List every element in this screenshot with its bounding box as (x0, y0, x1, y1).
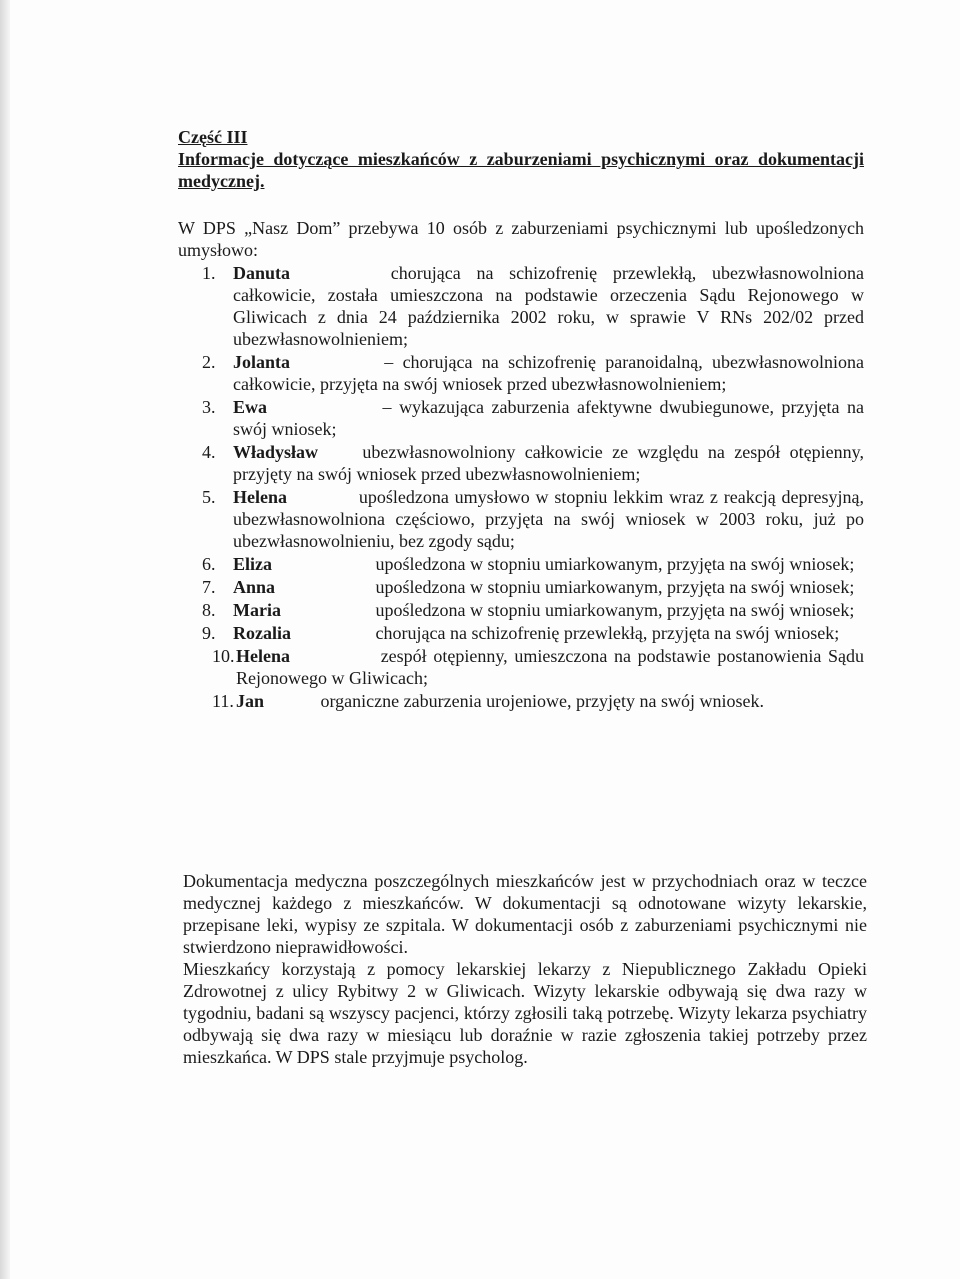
list-item-number: 8. (202, 600, 216, 620)
list-item-number: 10. (212, 646, 235, 666)
list-item (178, 486, 864, 552)
list-item (178, 599, 864, 621)
resident-name: Helena (233, 487, 287, 507)
list-item (178, 645, 864, 689)
resident-description: chorująca na schizofrenię przewlekłą, przyjęta na swój wniosek; (375, 623, 840, 643)
section-subtitle: Informacje dotyczące mieszkańców z zaburzeniami psychicznymi oraz dokumentacji medycznej. (178, 149, 864, 191)
intro-paragraph: W DPS „Nasz Dom” przebywa 10 osób z zaburzeniami psychicznymi lub upośledzonych umysłowo: (178, 218, 864, 260)
list-item-number: 7. (202, 577, 216, 597)
list-item (178, 553, 864, 575)
residents-list (178, 262, 864, 713)
list-item (178, 622, 864, 644)
resident-name: Rozalia (233, 623, 291, 643)
section-heading (178, 126, 864, 192)
resident-name: Jan (236, 691, 265, 711)
resident-description: chorująca na schizofrenię przewlekłą, ubezwłasnowolniona całkowicie, została umieszczona na podstawie orzeczenia Sądu Rejonowego w Gliwicach z dnia 24 października 2002 roku, w sprawie V RNs 202/02 przed ubezwłasnowolnieniem; (233, 263, 865, 349)
resident-name: Jolanta (233, 352, 291, 372)
list-item (178, 262, 864, 350)
resident-name: Władysław (233, 442, 319, 462)
list-item-number: 6. (202, 554, 216, 574)
section-part-title: Część III (178, 127, 248, 147)
resident-name: Maria (233, 600, 281, 620)
scan-edge-shadow (0, 0, 10, 1279)
medical-documentation-section (183, 870, 867, 1068)
resident-description: zespół otępienny, umieszczona na podstawie postanowienia Sądu Rejonowego w Gliwicach; (236, 646, 864, 688)
resident-description: upośledzona umysłowo w stopniu lekkim wraz z reakcją depresyjną, ubezwłasnowolniona częściowo, przyjęta na swój wniosek w 2003 roku, już po ubezwłasnowolnieniu, bez zgody sądu; (233, 487, 865, 551)
list-item (178, 576, 864, 598)
list-item-number: 5. (202, 487, 216, 507)
resident-description: – chorująca na schizofrenię paranoidalną, ubezwłasnowolniona całkowicie, przyjęta na swój wniosek przed ubezwłasnowolnieniem; (233, 352, 864, 394)
closing-paragraph: Mieszkańcy korzystają z pomocy lekarskiej lekarzy z Niepublicznego Zakładu Opieki Zdrowotnej z ulicy Rybitwy 2 w Gliwicach. Wizyty lekarskie odbywają się dwa razy w tygodniu, badani są wszyscy pacjenci, którzy zgłosili taką potrzebę. Wizyty lekarza psychiatry odbywają się dwa razy w miesiącu lub doraźnie w razie zgłoszenia takiej potrzeby przez mieszkańca. W DPS stale przyjmuje psycholog. (183, 959, 867, 1067)
resident-name: Helena (236, 646, 290, 666)
list-item-number: 1. (202, 263, 216, 283)
closing-paragraph: Dokumentacja medyczna poszczególnych mieszkańców jest w przychodniach oraz w teczce medycznej każdego z mieszkańców. W dokumentacji są odnotowane wizyty lekarskie, przepisane leki, wypisy ze szpitala. W dokumentacji osób z zaburzeniami psychicznymi nie stwierdzono nieprawidłowości. (183, 871, 867, 957)
resident-description: organiczne zaburzenia urojeniowe, przyjęty na swój wniosek. (320, 691, 765, 711)
resident-name: Eliza (233, 554, 272, 574)
list-item-number: 9. (202, 623, 216, 643)
list-item (178, 441, 864, 485)
resident-description: upośledzona w stopniu umiarkowanym, przyjęta na swój wniosek; (375, 554, 855, 574)
list-item (178, 351, 864, 395)
list-item-number: 11. (212, 691, 234, 711)
list-item (178, 690, 864, 712)
resident-name: Ewa (233, 397, 268, 417)
resident-description: ubezwłasnowolniony całkowicie ze względu na zespół otępienny, przyjęty na swój wniosek przed ubezwłasnowolnieniem; (233, 442, 864, 484)
resident-name: Danuta (233, 263, 291, 283)
resident-description: – wykazująca zaburzenia afektywne dwubiegunowe, przyjęta na swój wniosek; (233, 397, 864, 439)
resident-name: Anna (233, 577, 276, 597)
list-item-number: 3. (202, 397, 216, 417)
list-item-number: 2. (202, 352, 216, 372)
resident-description: upośledzona w stopniu umiarkowanym, przyjęta na swój wniosek; (375, 577, 855, 597)
resident-description: upośledzona w stopniu umiarkowanym, przyjęta na swój wniosek; (375, 600, 855, 620)
list-item-number: 4. (202, 442, 216, 462)
list-item (178, 396, 864, 440)
